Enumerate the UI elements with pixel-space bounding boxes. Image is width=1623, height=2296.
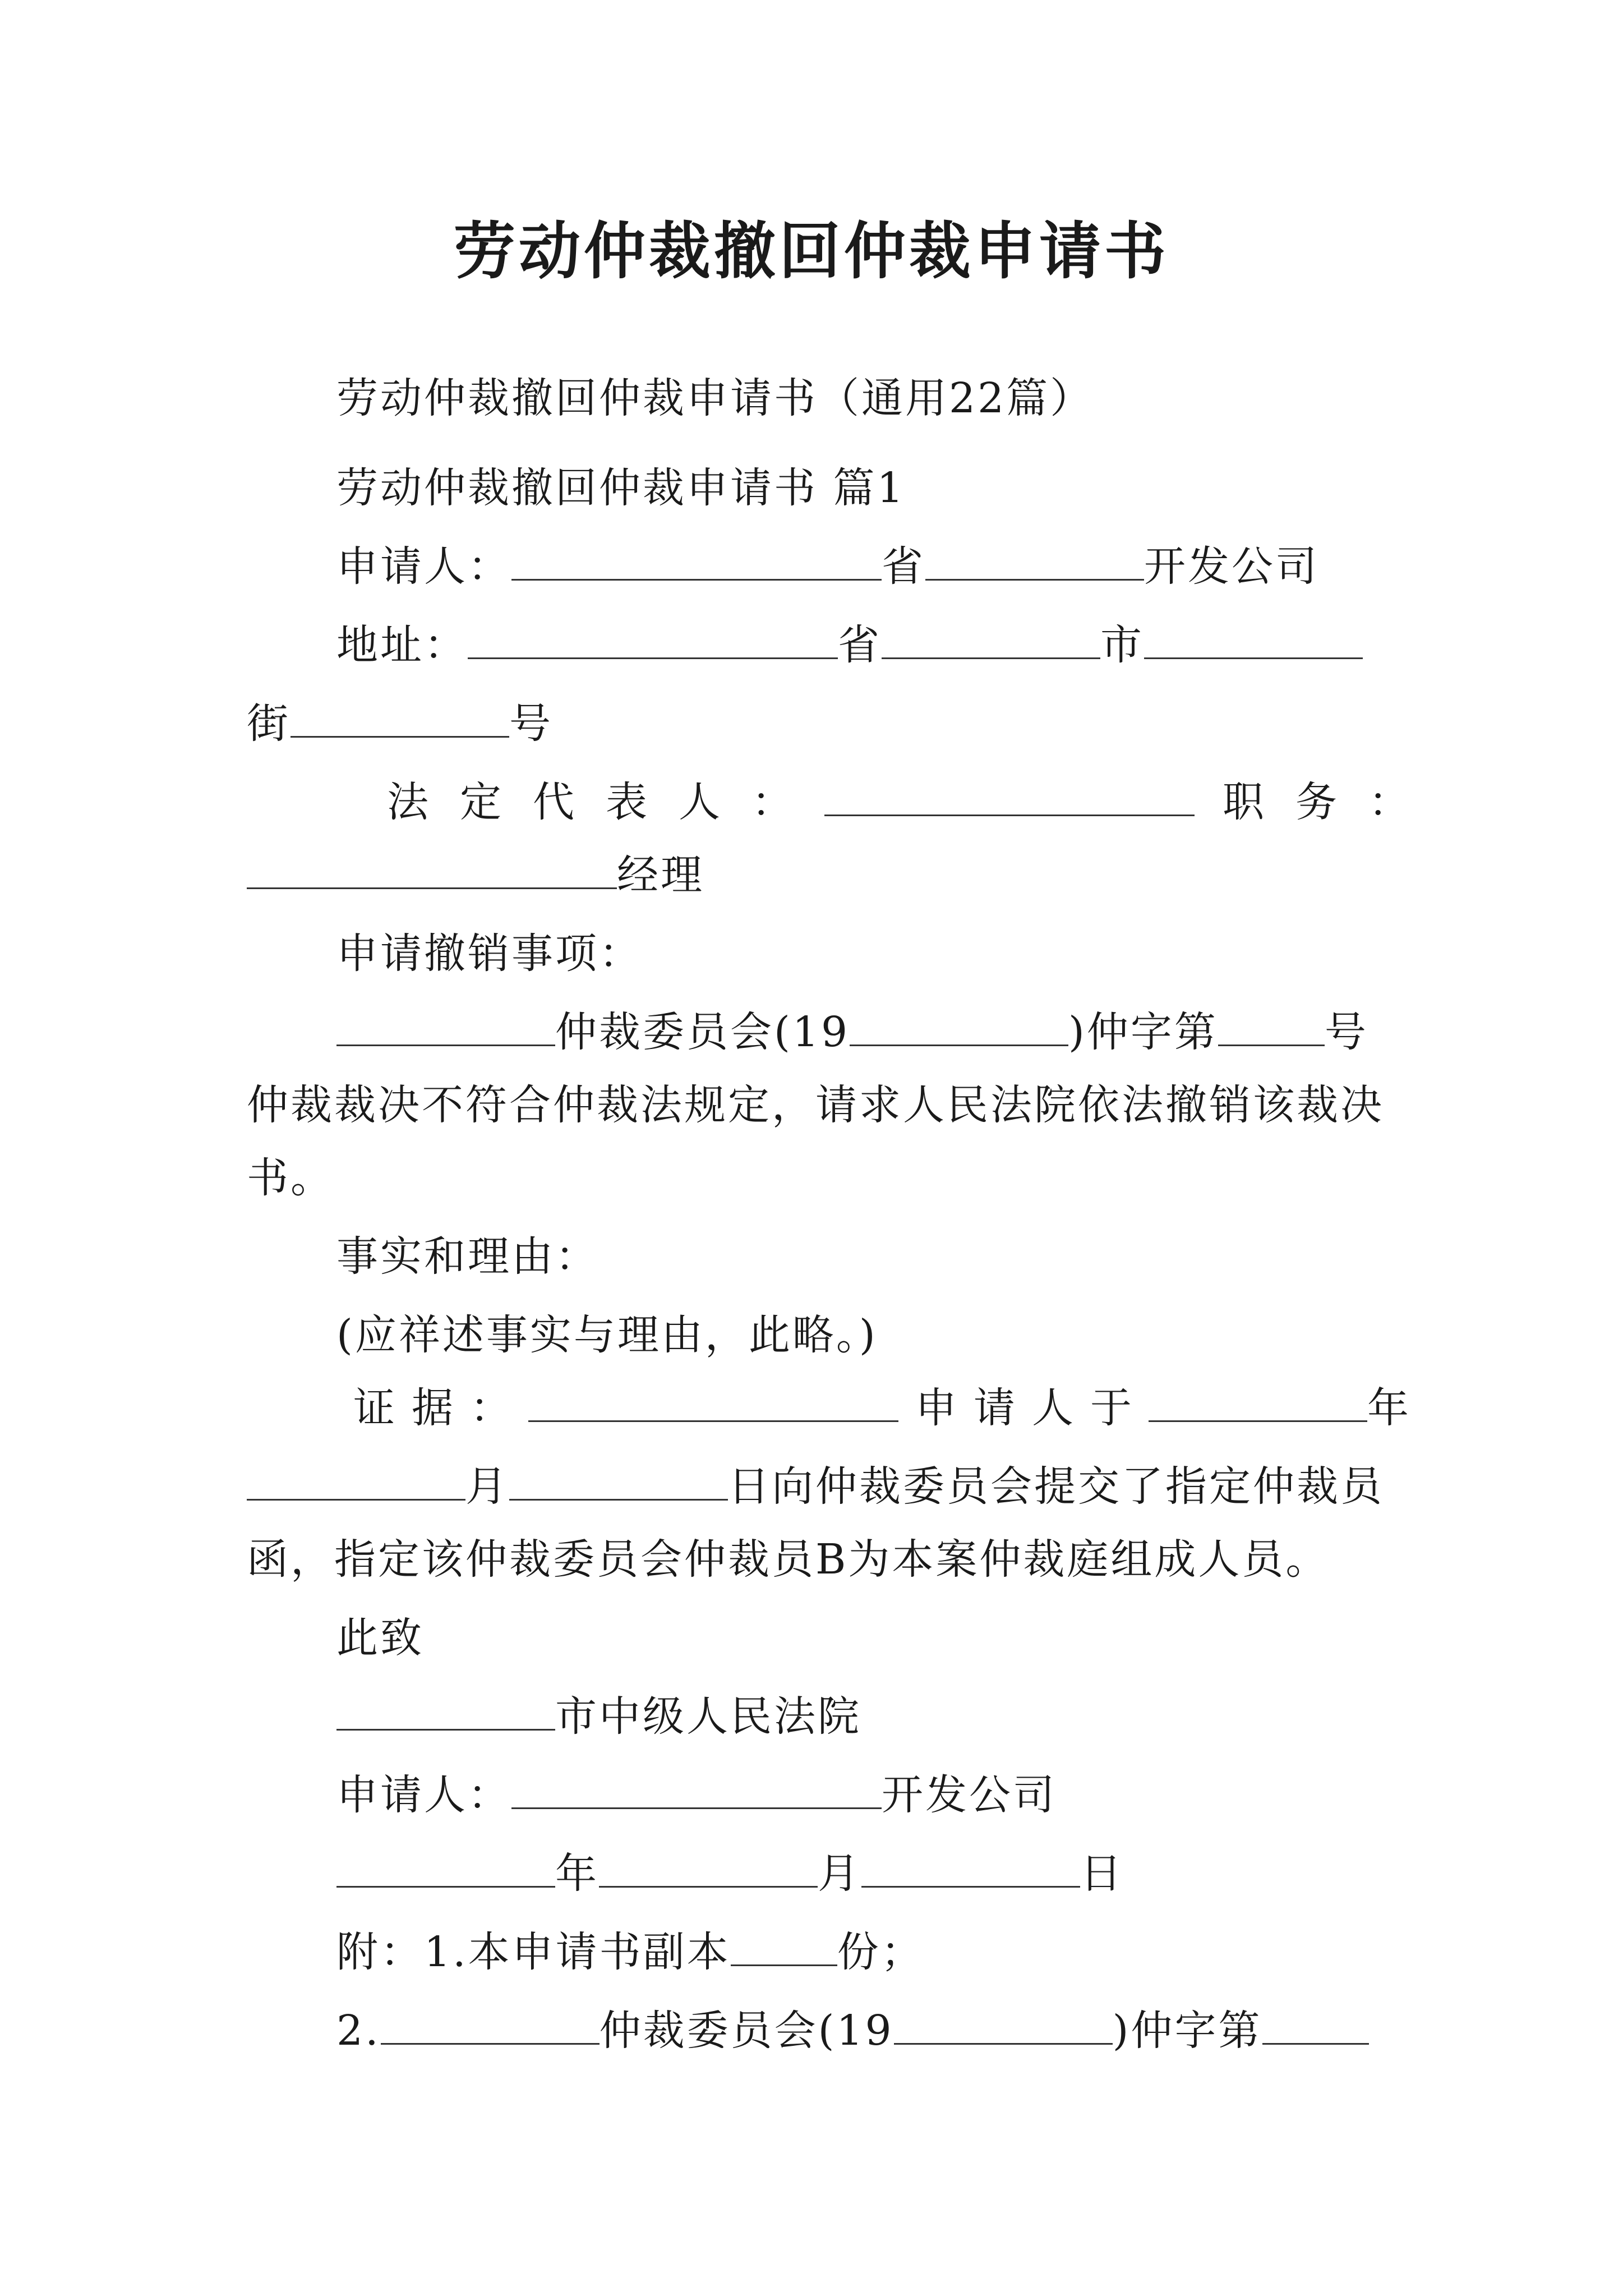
blank	[850, 1011, 1068, 1046]
subtitle: 劳动仲裁撤回仲裁申请书（通用22篇）	[336, 374, 1094, 422]
number-label: 号	[509, 700, 553, 748]
arb-no: )仲字第	[1068, 1008, 1218, 1056]
attachment-1	[336, 1924, 1469, 1980]
blank	[511, 545, 882, 581]
blank	[336, 1852, 555, 1888]
matters-text: 仲裁裁决不符合仲裁法规定，请求人民法院依法撤销该裁决	[247, 1081, 1384, 1129]
legal-rep-line	[387, 774, 1520, 830]
blank	[468, 624, 838, 659]
facts-heading: 事实和理由：	[336, 1232, 599, 1281]
blank	[599, 1852, 818, 1888]
blank	[1144, 624, 1363, 659]
part-heading: 劳动仲裁撤回仲裁申请书 篇1	[336, 464, 906, 512]
evidence-line-cont	[247, 1458, 1384, 1515]
province-label: 省	[838, 621, 882, 669]
blank	[894, 2009, 1113, 2045]
blank	[509, 1465, 728, 1501]
address-line	[336, 617, 1469, 673]
facts-note: (应祥述事实与理由，此略。)	[336, 1311, 878, 1359]
legal-rep-label: 法定代表人：	[387, 778, 824, 826]
year-label: 年	[1367, 1384, 1411, 1432]
position-label: 职务：	[1223, 778, 1441, 826]
date-line	[336, 1846, 1469, 1902]
blank	[824, 781, 1195, 816]
month-label: 月	[818, 1849, 861, 1898]
blank	[336, 1011, 555, 1046]
company-label: 开发公司	[882, 1771, 1057, 1819]
blank	[1218, 1011, 1325, 1046]
blank	[731, 1931, 837, 1966]
address-label: 地址：	[336, 621, 468, 669]
document-title: 劳动仲裁撤回仲裁申请书	[454, 215, 1169, 287]
blank	[882, 624, 1100, 659]
month-label: 月	[465, 1462, 509, 1511]
company-label: 开发公司	[1144, 542, 1319, 591]
blank	[381, 2009, 600, 2045]
court-line	[336, 1688, 1469, 1745]
city-label: 市	[1100, 621, 1144, 669]
applicant-label: 申请人：	[336, 542, 511, 591]
blank	[861, 1852, 1080, 1888]
blank	[247, 1465, 465, 1501]
applicant-line	[336, 539, 1469, 595]
evidence-tail: 函，指定该仲裁委员会仲裁员B为本案仲裁庭组成人员。	[247, 1535, 1330, 1584]
manager-label: 经理	[617, 851, 704, 899]
year-label: 年	[555, 1849, 599, 1898]
copies-label: 份；	[837, 1928, 925, 1976]
attach-2-prefix: 2.	[336, 2007, 381, 2055]
day-label: 日	[1080, 1849, 1124, 1898]
matters-text-tail: 书。	[247, 1154, 334, 1202]
arb-committee: 仲裁委员会(19	[555, 1008, 850, 1056]
attach-1-label: 附：1.本申请书副本	[336, 1928, 731, 1976]
blank	[528, 1387, 898, 1422]
blank	[925, 545, 1144, 581]
blank	[511, 1774, 882, 1809]
matters-line	[336, 1004, 1469, 1060]
salutation: 此致	[336, 1614, 424, 1662]
attachment-2	[336, 2003, 1469, 2059]
signature-applicant: 申请人：	[336, 1771, 511, 1819]
blank	[1149, 1387, 1367, 1422]
number-label: 号	[1324, 1008, 1368, 1056]
blank	[336, 1695, 555, 1731]
blank	[1262, 2009, 1369, 2045]
arb-committee: 仲裁委员会(19	[599, 2007, 894, 2055]
address-line-cont	[247, 696, 1380, 752]
blank	[247, 854, 617, 889]
applicant-on: 申请人于	[915, 1384, 1149, 1432]
matters-heading: 申请撤销事项：	[336, 930, 643, 978]
signature-line	[336, 1767, 1469, 1823]
blank	[291, 702, 509, 738]
street-label: 街	[247, 700, 291, 748]
day-submit: 日向仲裁委员会提交了指定仲裁员	[728, 1462, 1384, 1511]
evidence-label: 证据：	[353, 1384, 528, 1432]
evidence-line	[353, 1380, 1486, 1436]
court-label: 市中级人民法院	[555, 1692, 861, 1741]
province-label: 省	[882, 542, 925, 591]
arb-no: )仲字第	[1112, 2007, 1262, 2055]
manager-line	[247, 847, 1380, 903]
